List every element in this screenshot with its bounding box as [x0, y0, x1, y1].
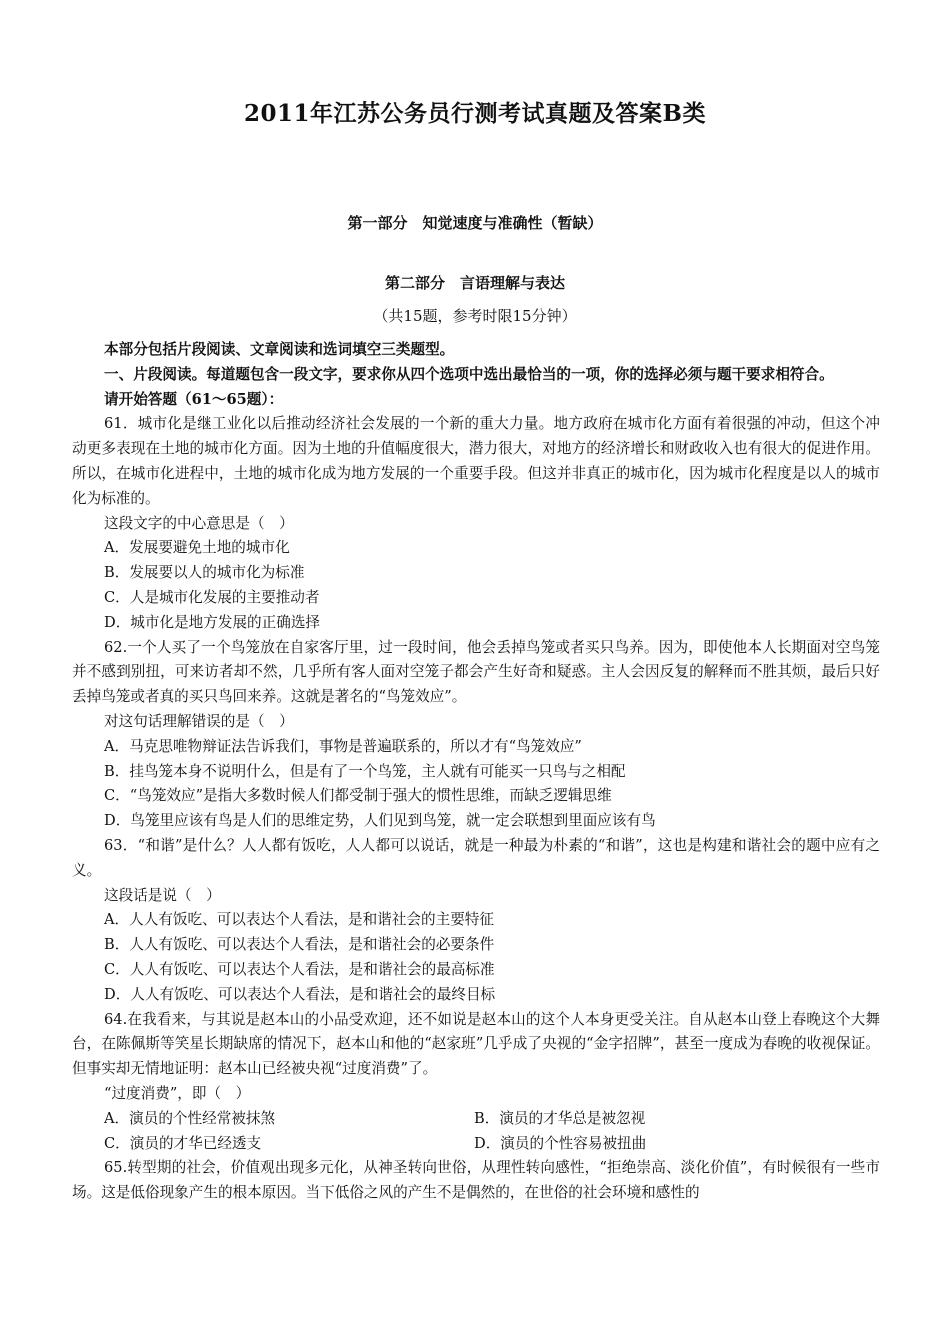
question-62-text: 62.一个人买了一个鸟笼放在自家客厅里，过一段时间，他会丢掉鸟笼或者买只鸟养。因为，即使他本人长期面对空鸟笼并不感到别扭，可来访者却不然，几乎所有客人面对空笼子都会产生好奇和疑惑。主人会因反复的解释而不胜其烦，最后只好丢掉鸟笼或者真的买只鸟回来养。这就是著名的“鸟笼效应”。 — [72, 638, 880, 706]
document-title: 2011年江苏公务员行测考试真题及答案B类 — [244, 100, 706, 127]
question-61-option-a: A．发展要避免土地的城市化 — [104, 539, 290, 557]
intro-line: 本部分包括片段阅读、文章阅读和选词填空三类题型。 — [104, 341, 455, 358]
question-64-option-b: B．演员的才华总是被忽视 — [474, 1109, 646, 1127]
question-63-text: 63．“和谐”是什么？人人都有饭吃，人人都可以说话，就是一种最为朴素的“和谐”，这也是构建和谐社会的题中应有之义。 — [72, 836, 880, 879]
question-64-option-d: D．演员的个性容易被扭曲 — [474, 1134, 647, 1152]
question-62-option-a: A．马克思唯物辩证法告诉我们，事物是普遍联系的，所以才有“鸟笼效应” — [104, 737, 582, 755]
part1-heading: 第一部分 知觉速度与准确性（暂缺） — [347, 214, 603, 232]
question-61-stem: 这段文字的中心意思是（ ） — [104, 514, 294, 532]
question-62-option-b: B．挂鸟笼本身不说明什么，但是有了一个鸟笼，主人就有可能买一只鸟与之相配 — [104, 762, 626, 780]
question-63-stem: 这段话是说（ ） — [104, 886, 221, 904]
part2-note: （共15题，参考时限15分钟） — [373, 307, 577, 325]
answer-start: 请开始答题（61～65题）： — [104, 390, 284, 408]
question-62-stem: 对这句话理解错误的是（ ） — [104, 712, 294, 730]
question-64-options-row-2 — [72, 1132, 880, 1157]
question-64-option-a: A．演员的个性经常被抹煞 — [104, 1109, 276, 1127]
question-62-option-c: C．“鸟笼效应”是指大多数时候人们都受制于强大的惯性思维，而缺乏逻辑思维 — [104, 787, 612, 805]
part2-heading: 第二部分 言语理解与表达 — [384, 274, 565, 292]
question-62-option-d: D．鸟笼里应该有鸟是人们的思维定势，人们见到鸟笼，就一定会联想到里面应该有鸟 — [104, 812, 656, 830]
question-61-option-d: D．城市化是地方发展的正确选择 — [104, 613, 321, 631]
question-64-stem: “过度消费”，即（ ） — [104, 1084, 251, 1102]
question-65-text: 65.转型期的社会，价值观出现多元化，从神圣转向世俗，从理性转向感性，“拒绝崇高、淡化价值”，有时候很有一些市场。这是低俗现象产生的根本原因。当下低俗之风的产生不是偶然的，在世俗的社会环境和感性的 — [72, 1159, 880, 1202]
question-64-option-c: C．演员的才华已经透支 — [104, 1134, 262, 1152]
question-63-option-c: C．人人有饭吃、可以表达个人看法，是和谐社会的最高标准 — [104, 960, 495, 978]
question-63-option-b: B．人人有饭吃、可以表达个人看法，是和谐社会的必要条件 — [104, 936, 495, 954]
question-64-options-row-1 — [72, 1107, 880, 1132]
question-61-text: 61．城市化是继工业化以后推动经济社会发展的一个新的重大力量。地方政府在城市化方面有着很强的冲动，但这个冲动更多表现在土地的城市化方面。因为土地的升值幅度很大，潜力很大，对地方的经济增长和财政收入也有很大的促进作用。所以，在城市化进程中，土地的城市化成为地方发展的一个重要手段。但这并非真正的城市化，因为城市化程度是以人的城市化为标准的。 — [72, 415, 880, 507]
question-63-option-a: A．人人有饭吃、可以表达个人看法，是和谐社会的主要特征 — [104, 911, 494, 929]
document-body — [72, 338, 880, 1206]
question-63-option-d: D．人人有饭吃、可以表达个人看法，是和谐社会的最终目标 — [104, 985, 496, 1003]
question-61-option-c: C．人是城市化发展的主要推动者 — [104, 588, 320, 606]
question-64-text: 64.在我看来，与其说是赵本山的小品受欢迎，还不如说是赵本山的这个人本身更受关注。自从赵本山登上春晚这个大舞台，在陈佩斯等笑星长期缺席的情况下，赵本山和他的“赵家班”几乎成了央视的“金字招牌”，甚至一度成为春晚的收视保证。但事实却无情地证明：赵本山已经被央视“过度消费”了。 — [72, 1010, 880, 1078]
question-61-option-b: B．发展要以人的城市化为标准 — [104, 564, 305, 582]
section-instruction: 一、片段阅读。每道题包含一段文字，要求你从四个选项中选出最恰当的一项，你的选择必须与题干要求相符合。 — [104, 365, 834, 383]
